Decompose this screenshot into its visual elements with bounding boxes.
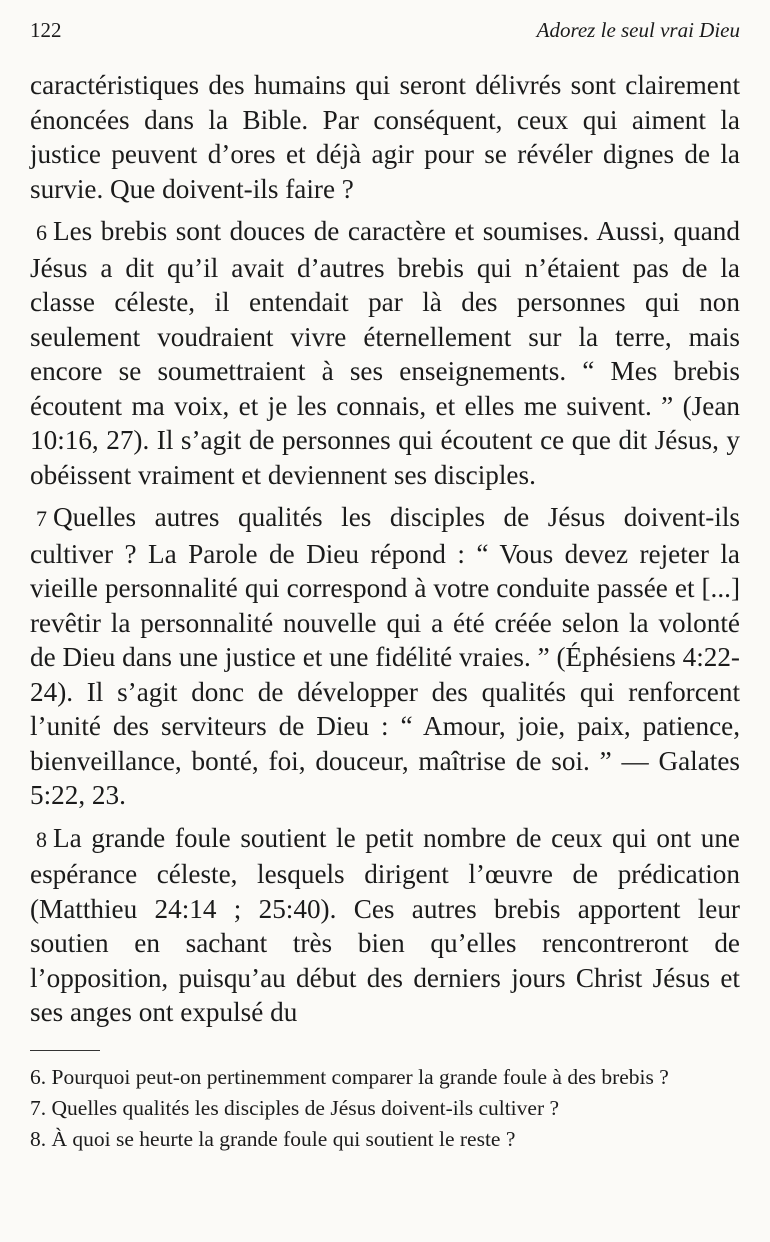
paragraph-continued	[30, 68, 740, 206]
running-title: Adorez le seul vrai Dieu	[536, 18, 740, 42]
footnotes	[30, 1064, 740, 1157]
body-text	[30, 68, 740, 1038]
page-number: 122	[30, 18, 62, 42]
paragraph-text: caractéristiques des humains qui seront délivrés sont clairement énoncées dans la Bible. Par conséquent, ceux qui aiment la justice peuvent d’ores et déjà agir pour se révéler dignes de la survie. Que doivent-ils faire ?	[30, 70, 740, 204]
paragraph-text: La grande foule soutient le petit nombre de ceux qui ont une espérance céleste, lesquels dirigent l’œuvre de prédication (Matthieu 24:14 ; 25:40). Ces autres brebis apportent leur soutien en sachant très bien qu’elles rencontreront de l’opposition, puisqu’au début des derniers jours Christ Jésus et ses anges ont expulsé du	[30, 822, 740, 1027]
footnote-7: 7. Quelles qualités les disciples de Jésus doivent-ils cultiver ?	[30, 1096, 560, 1120]
page-header	[30, 18, 740, 48]
paragraph-7	[30, 500, 740, 813]
paragraph-number: 8	[36, 826, 47, 852]
footnote-6: 6. Pourquoi peut-on pertinemment comparer la grande foule à des brebis ?	[30, 1065, 669, 1089]
paragraph-6	[30, 214, 740, 492]
paragraph-number: 6	[36, 220, 47, 245]
paragraph-number: 7	[36, 506, 47, 531]
footnote-8: 8. À quoi se heurte la grande foule qui soutient le reste ?	[30, 1127, 516, 1151]
paragraph-8	[30, 821, 740, 1030]
footnote-divider	[30, 1050, 100, 1051]
paragraph-text: Quelles autres qualités les disciples de Jésus doivent-ils cultiver ? La Parole de Dieu répond : “ Vous devez rejeter la vieille personnalité qui correspond à votre conduite passée et [...] revêtir la personnalité nouvelle qui a été créée selon la volonté de Dieu dans une justice et une fidélité vraies. ” (Éphésiens 4:22-24). Il s’agit donc de développer des qualités qui renforcent l’unité des serviteurs de Dieu : “ Amour, joie, paix, patience, bienveillance, bonté, foi, douceur, maîtrise de soi. ” — Galates 5:22, 23.	[30, 502, 740, 810]
paragraph-text: Les brebis sont douces de caractère et soumises. Aussi, quand Jésus a dit qu’il avait d’autres brebis qui n’étaient pas de la classe céleste, il entendait par là des personnes qui non seulement voudraient vivre éternellement sur la terre, mais encore se soumettraient à ses enseignements. “ Mes brebis écoutent ma voix, et je les connais, et elles me suivent. ” (Jean 10:16, 27). Il s’agit de personnes qui écoutent ce que dit Jésus, y obéissent vraiment et deviennent ses disciples.	[30, 216, 740, 490]
